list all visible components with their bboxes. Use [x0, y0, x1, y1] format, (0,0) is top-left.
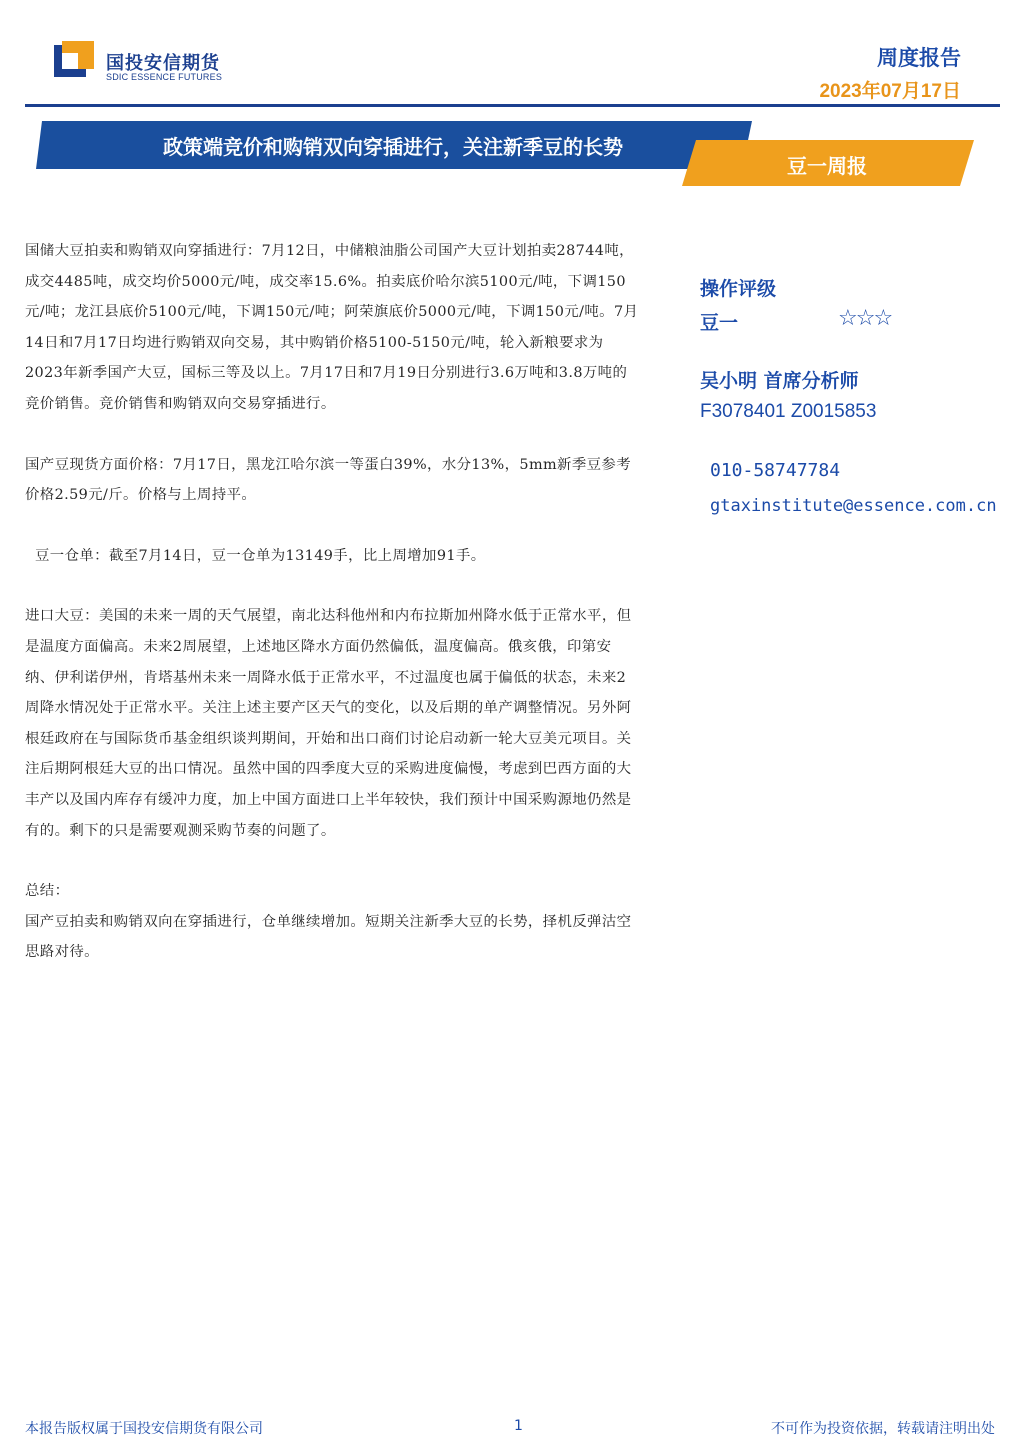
- rating-product: 豆一: [700, 312, 739, 334]
- paragraph-warehouse-receipts: 豆一仓单：截至7月14日，豆一仓单为13149手，比上周增加91手。: [35, 547, 486, 564]
- paragraph-auction: 国储大豆拍卖和购销双向穿插进行：7月12日，中储粮油脂公司国产大豆计划拍卖28744吨，成交4485吨，成交均价5000元/吨，成交率15.6%。拍卖底价哈尔滨5100元/吨，下调150元/吨；龙江县底价5100元/吨，下调150元/吨；阿荣旗底价5000元/吨，下调150元/吨。7月14日和7月17日均进行购销双向交易，其中购销价格5100-5150元/吨，轮入新粮要求为2023年新季国产大豆，国标三等及以上。7月17日和7月19日分别进行3.6万吨和3.8万吨的竞价销售。竞价销售和购销双向交易穿插进行。: [25, 243, 639, 412]
- analyst-certificates: F3078401 Z0015853: [700, 401, 877, 422]
- logo-text-cn: 国投安信期货: [106, 53, 220, 74]
- rating-heading: 操作评级: [700, 278, 777, 300]
- star-rating-icon: ☆☆☆: [838, 306, 892, 331]
- logo-text-en: SDIC ESSENCE FUTURES: [106, 72, 223, 82]
- report-date: 2023年07月17日: [819, 81, 961, 102]
- category-tag-label: 豆一周报: [787, 154, 867, 178]
- contact-email[interactable]: gtaxinstitute@essence.com.cn: [710, 496, 997, 516]
- logo-mark-icon: [54, 41, 94, 81]
- header-divider: [25, 104, 1000, 107]
- contact-phone: 010-58747784: [710, 460, 841, 481]
- paragraph-summary: 国产豆拍卖和购销双向在穿插进行，仓单继续增加。短期关注新季大豆的长势，择机反弹沽空思路对待。: [25, 913, 632, 961]
- report-body: [25, 236, 640, 968]
- paragraph-imported-soybeans: 进口大豆：美国的未来一周的天气展望，南北达科他州和内布拉斯加州降水低于正常水平，但是温度方面偏高。未来2周展望，上述地区降水方面仍然偏低，温度偏高。俄亥俄，印第安纳、伊利诺伊州，肯塔基州未来一周降水低于正常水平，不过温度也属于偏低的状态，未来2周降水情况处于正常水平。关注上述主要产区天气的变化，以及后期的单产调整情况。另外阿根廷政府在与国际货币基金组织谈判期间，开始和出口商们讨论启动新一轮大豆美元项目。关注后期阿根廷大豆的出口情况。虽然中国的四季度大豆的采购进度偏慢，考虑到巴西方面的大丰产以及国内库存有缓冲力度，加上中国方面进口上半年较快，我们预计中国采购源地仍然是有的。剩下的只是需要观测采购节奏的问题了。: [25, 608, 632, 839]
- report-type: 周度报告: [877, 46, 961, 70]
- summary-label: 总结：: [25, 883, 70, 900]
- footer-copyright: 本报告版权属于国投安信期货有限公司: [25, 1421, 263, 1437]
- company-logo: [54, 41, 244, 87]
- report-title: 政策端竞价和购销双向穿插进行，关注新季豆的长势: [163, 135, 623, 159]
- analyst-name: 吴小明 首席分析师: [700, 370, 859, 392]
- page-number: 1: [514, 1418, 523, 1434]
- footer-disclaimer: 不可作为投资依据，转载请注明出处: [771, 1421, 995, 1437]
- paragraph-spot-price: 国产豆现货方面价格：7月17日，黑龙江哈尔滨一等蛋白39%，水分13%，5mm新季豆参考价格2.59元/斤。价格与上周持平。: [25, 456, 631, 504]
